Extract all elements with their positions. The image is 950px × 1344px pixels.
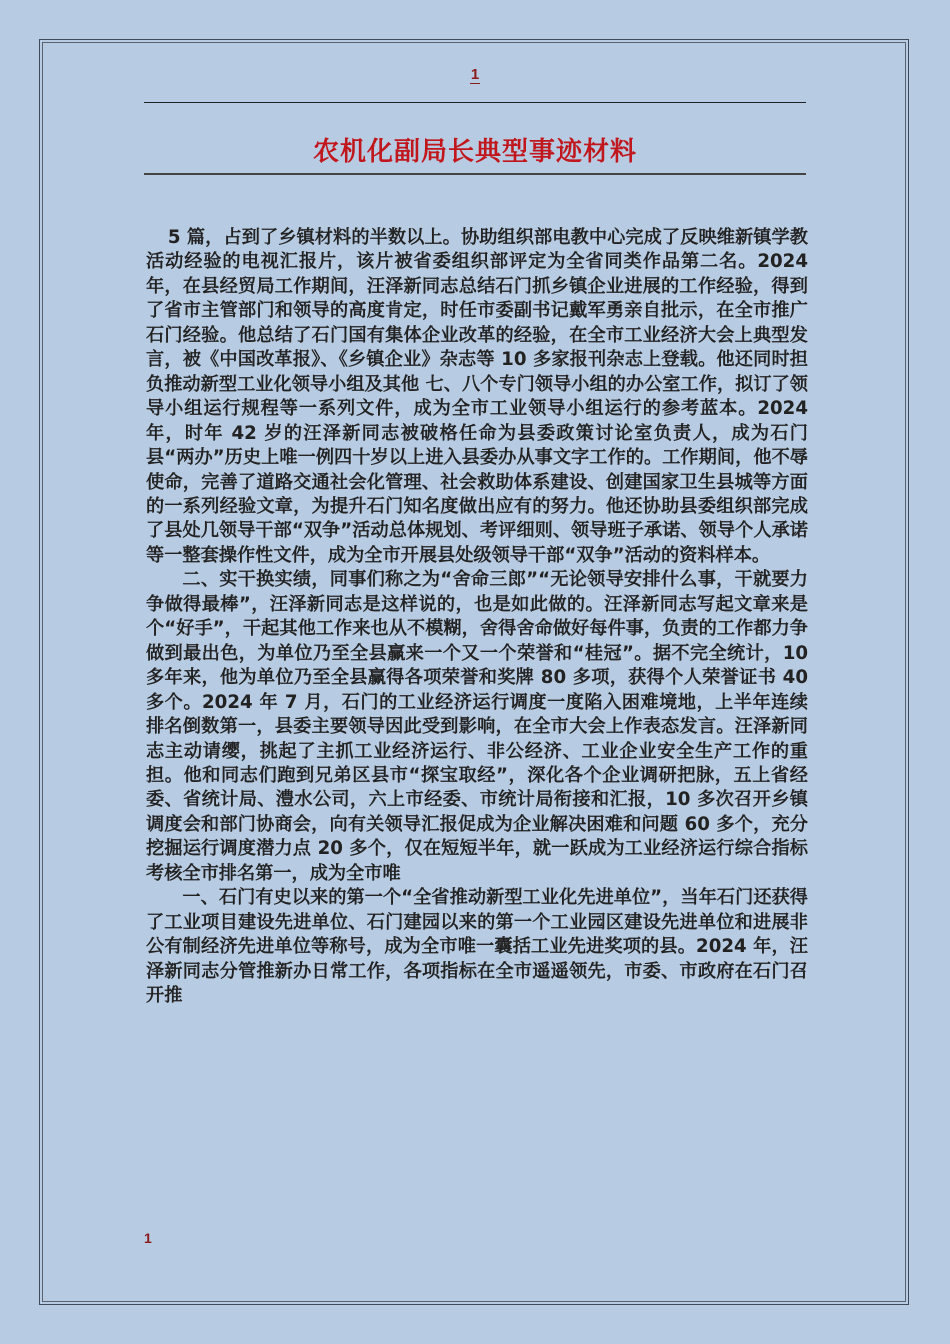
paragraph: 一、石门有史以来的第一个“全省推动新型工业化先进单位”，当年石门还获得了工业项目建设先进单位、石门建园以来的第一个工业园区建设先进单位和进展非公有制经济先进单位等称号，成为全市唯一囊括工业先进奖项的县。2024 年，汪泽新同志分管推新办日常工作，各项指标在全市遥遥领先，市委、市政府在石门召开推 [146, 887, 808, 1007]
document-body [146, 226, 808, 1009]
footer-page-number: 1 [144, 1230, 152, 1246]
title-rule [144, 173, 806, 175]
document-title: 农机化副局长典型事迹材料 [312, 137, 637, 167]
header-rule [144, 102, 806, 103]
header-page-number: 1 [470, 66, 480, 83]
paragraph: 二、实干换实绩，同事们称之为“舍命三郎”“无论领导安排什么事，干就要力争做得最棒”，汪泽新同志是这样说的，也是如此做的。汪泽新同志写起文章来是个“好手”，干起其他工作来也从不模糊，舍得舍命做好每件事，负责的工作都力争做到最出色，为单位乃至全县赢来一个又一个荣誉和“桂冠”。据不完全统计，10 多年来，他为单位乃至全县赢得各项荣誉和奖牌 80 多项，获得个人荣誉证书 40 多个。2024 年 7 月，石门的工业经济运行调度一度陷入困难境地，上半年连续排名倒数第一，县委主要领导因此受到影响，在全市大会上作表态发言。汪泽新同志主动请缨，挑起了主抓工业经济运行、非公经济、工业企业安全生产工作的重担。他和同志们跑到兄弟区县市“探宝取经”，深化各个企业调研把脉，五上省经委、省统计局、澧水公司，六上市经委、市统计局衔接和汇报，10 多次召开乡镇调度会和部门协商会，向有关领导汇报促成为企业解决困难和问题 60 多个，充分挖掘运行调度潜力点 20 多个，仅在短短半年，就一跃成为工业经济运行综合指标考核全市排名第一，成为全市唯 [146, 569, 808, 884]
paragraph: 5 篇，占到了乡镇材料的半数以上。协助组织部电教中心完成了反映维新镇学教活动经验的电视汇报片，该片被省委组织部评定为全省同类作品第二名。2024 年，在县经贸局工作期间，汪泽新同志总结石门抓乡镇企业进展的工作经验，得到了省市主管部门和领导的高度肯定，时任市委副书记戴军勇亲自批示，在全市推广石门经验。他总结了石门国有集体企业改革的经验，在全市工业经济大会上典型发言，被《中国改革报》、《乡镇企业》杂志等 10 多家报刊杂志上登载。他还同时担负推动新型工业化领导小组及其他 七、八个专门领导小组的办公室工作，拟订了领导小组运行规程等一系列文件，成为全市工业领导小组运行的参考蓝本。2024 年，时年 42 岁的汪泽新同志被破格任命为县委政策讨论室负责人，成为石门县“两办”历史上唯一例四十岁以上进入县委办从事文字工作的。工作期间，他不辱使命，完善了道路交通社会化管理、社会救助体系建设、创建国家卫生县城等方面的一系列经验文章，为提升石门知名度做出应有的努力。他还协助县委组织部完成了县处几领导干部“双争”活动总体规划、考评细则、领导班子承诺、领导个人承诺等一整套操作性文件，成为全市开展县处级领导干部“双争”活动的资料样本。 [146, 227, 808, 566]
